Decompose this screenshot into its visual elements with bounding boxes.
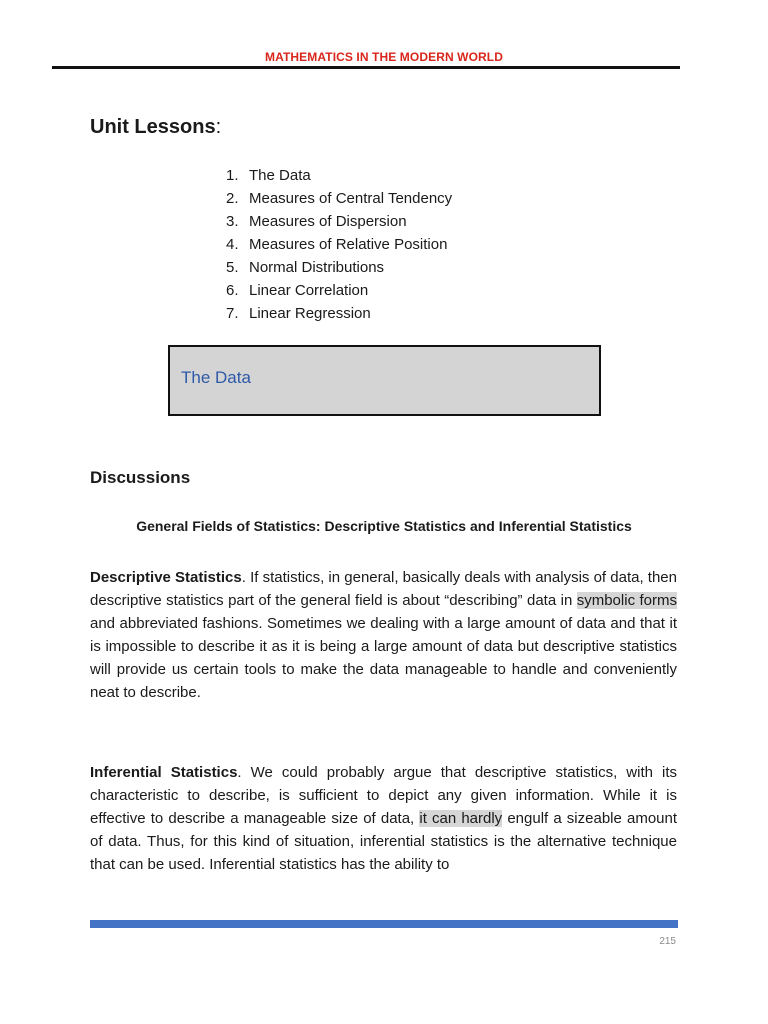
lesson-label: Measures of Central Tendency	[249, 190, 453, 207]
lesson-item	[226, 256, 452, 279]
lesson-label: The Data	[249, 167, 311, 184]
lesson-item	[226, 210, 452, 233]
inferential-statistics-term: Inferential Statistics	[90, 764, 238, 781]
lesson-list	[226, 164, 452, 325]
lesson-label: Measures of Dispersion	[249, 213, 407, 230]
paragraph-text: . If statistics, in general, basically deals with analysis of data, then descriptive statistics part of the general field is about “describing” data in	[90, 569, 677, 609]
lesson-label: Measures of Relative Position	[249, 236, 448, 253]
lesson-number: 5.	[226, 259, 239, 276]
topic-box	[168, 345, 601, 416]
lesson-number: 6.	[226, 282, 239, 299]
lesson-label: Normal Distributions	[249, 259, 385, 276]
inferential-statistics-paragraph	[90, 761, 677, 876]
unit-lessons-heading-colon: :	[215, 116, 222, 138]
footer-bar	[90, 920, 678, 928]
lesson-number: 3.	[226, 213, 239, 230]
paragraph-text: engulf a sizeable amount of data. Thus, for this kind of situation, inferential statistics is the alternative technique that can be used. Inferential statistics has the ability to	[90, 810, 678, 873]
descriptive-statistics-paragraph	[90, 566, 677, 704]
paragraph-text: . We could probably argue that descriptive statistics, with its characteristic to describe, is sufficient to depict any given information. While it is effective to describe a manageable size of data,	[90, 764, 677, 827]
lesson-number: 1.	[226, 167, 239, 184]
lesson-item	[226, 279, 452, 302]
highlighted-text: it can hardly	[419, 810, 503, 827]
lesson-item	[226, 233, 452, 256]
lesson-label: Linear Correlation	[249, 282, 369, 299]
highlighted-text: symbolic forms	[576, 592, 677, 609]
fields-subheading: General Fields of Statistics: Descriptive Statistics and Inferential Statistics	[136, 518, 632, 534]
paragraph-text: and abbreviated fashions. Sometimes we dealing with a large amount of data and that it is impossible to describe it as it is being a large amount of data but descriptive statistics will provide us certain tools to make the data manageable to handle and conveniently neat to describe.	[90, 615, 677, 701]
header-rule	[52, 66, 680, 69]
lesson-label: Linear Regression	[249, 305, 371, 322]
descriptive-statistics-term: Descriptive Statistics	[90, 569, 242, 586]
lesson-number: 2.	[226, 190, 239, 207]
unit-lessons-heading	[90, 116, 221, 139]
topic-box-label: The Data	[181, 368, 251, 387]
lesson-number: 4.	[226, 236, 239, 253]
discussions-heading: Discussions	[90, 468, 191, 487]
lesson-item	[226, 187, 452, 210]
running-header: MATHEMATICS IN THE MODERN WORLD	[265, 50, 503, 64]
unit-lessons-heading-text: Unit Lessons	[90, 116, 216, 138]
lesson-item	[226, 302, 452, 325]
page-number: 215	[659, 936, 676, 947]
lesson-item	[226, 164, 452, 187]
lesson-number: 7.	[226, 305, 239, 322]
